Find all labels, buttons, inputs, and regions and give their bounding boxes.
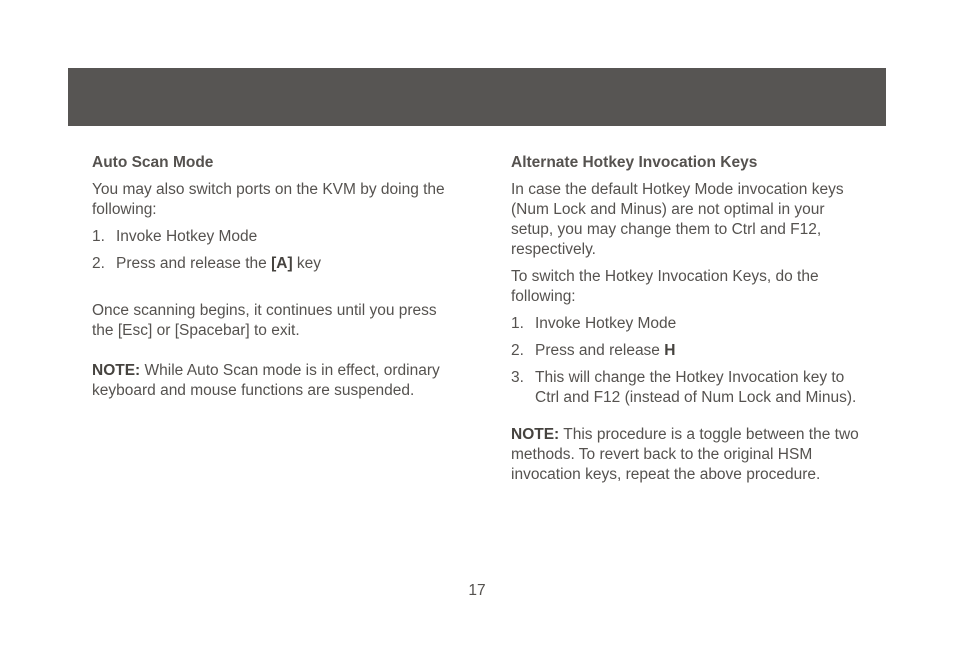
- page-number: 17: [468, 582, 486, 599]
- auto-scan-steps: [92, 227, 447, 274]
- switch-text: To switch the Hotkey Invocation Keys, do the following:: [511, 268, 819, 305]
- step-number: 1.: [92, 228, 105, 245]
- step-text: This will change the Hotkey Invocation key to Ctrl and F12 (instead of Num Lock and Minus).: [535, 369, 857, 406]
- right-column: [511, 152, 866, 492]
- step-number: 2.: [511, 342, 524, 359]
- note-text: While Auto Scan mode is in effect, ordinary keyboard and mouse functions are suspended.: [92, 362, 440, 399]
- left-column: [92, 152, 447, 408]
- step-text: Invoke Hotkey Mode: [116, 228, 258, 245]
- step-text-pre: Press and release the: [116, 255, 272, 272]
- alternate-hotkey-note: [511, 425, 866, 485]
- step-text: Invoke Hotkey Mode: [535, 315, 677, 332]
- list-item: [511, 314, 866, 334]
- scanning-text: Once scanning begins, it continues until you press the [Esc] or [Spacebar] to exit.: [92, 302, 437, 339]
- key-label: H: [664, 342, 676, 359]
- note-label: NOTE:: [511, 426, 560, 443]
- key-label: [A]: [271, 255, 293, 272]
- list-item: [92, 254, 447, 274]
- auto-scan-intro: You may also switch ports on the KVM by doing the following:: [92, 181, 445, 218]
- note-text: This procedure is a toggle between the two methods. To revert back to the original HSM invocation keys, repeat the above procedure.: [511, 426, 859, 483]
- list-item: [511, 368, 866, 408]
- step-text-post: key: [292, 255, 322, 272]
- auto-scan-heading: Auto Scan Mode: [92, 154, 214, 171]
- header-bar: [68, 68, 886, 126]
- alternate-hotkey-steps: [511, 314, 866, 408]
- alternate-hotkey-intro: In case the default Hotkey Mode invocation keys (Num Lock and Minus) are not optimal in your setup, you may change them to Ctrl and F12, respectively.: [511, 181, 844, 258]
- list-item: [511, 341, 866, 361]
- step-number: 1.: [511, 315, 524, 332]
- step-number: 2.: [92, 255, 105, 272]
- spacer: [511, 415, 866, 425]
- spacer: [92, 281, 447, 301]
- step-text-pre: Press and release: [535, 342, 665, 359]
- step-number: 3.: [511, 369, 524, 386]
- alternate-hotkey-heading: Alternate Hotkey Invocation Keys: [511, 154, 758, 171]
- auto-scan-note: [92, 361, 447, 401]
- note-label: NOTE:: [92, 362, 141, 379]
- list-item: [92, 227, 447, 247]
